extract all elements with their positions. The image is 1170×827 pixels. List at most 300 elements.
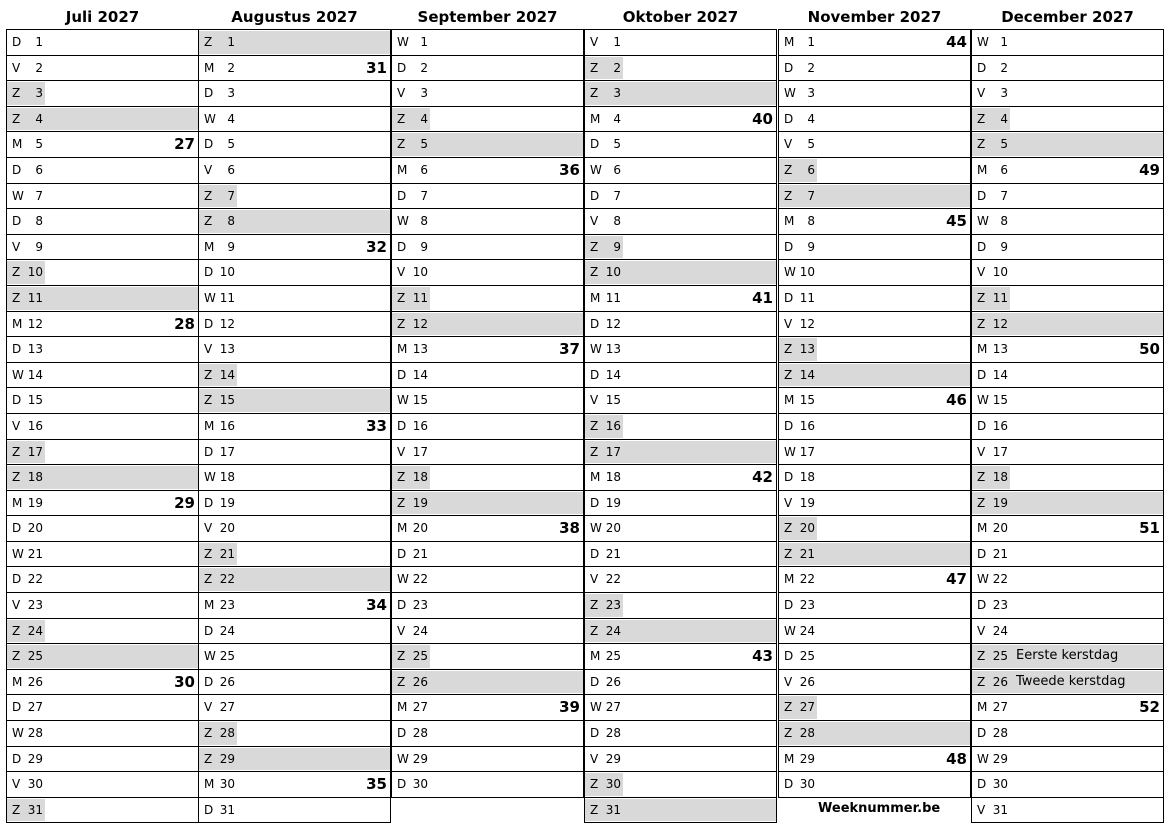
weekday-letter: D: [204, 86, 214, 101]
day-number: 17: [799, 444, 815, 459]
day-number: 30: [219, 777, 235, 792]
weekday-letter: D: [977, 188, 987, 203]
day-row: [7, 670, 198, 696]
week-number: 48: [946, 749, 967, 768]
day-number: 30: [799, 777, 815, 792]
day-number: 2: [613, 60, 621, 75]
day-row: [585, 747, 776, 773]
day-number: 8: [227, 214, 235, 229]
day-number: 23: [27, 598, 43, 613]
day-row: [779, 695, 970, 721]
day-list: [584, 29, 777, 823]
day-number: 24: [219, 623, 235, 638]
day-number: 18: [992, 470, 1008, 485]
day-list: [6, 29, 199, 823]
weekday-letter: Z: [784, 726, 793, 741]
day-row: [199, 798, 390, 824]
day-number: 30: [992, 777, 1008, 792]
weekday-letter: D: [397, 546, 407, 561]
day-row: [779, 184, 970, 210]
day-number: 2: [807, 60, 815, 75]
weekday-letter: V: [977, 444, 986, 459]
day-number: 28: [992, 726, 1008, 741]
day-number: 17: [605, 444, 621, 459]
day-row: [779, 235, 970, 261]
weekday-letter: D: [204, 137, 214, 152]
day-number: 2: [227, 60, 235, 75]
day-row: [972, 670, 1163, 696]
weekday-letter: Z: [204, 572, 213, 587]
weekday-letter: W: [204, 470, 216, 485]
weekday-letter: W: [397, 393, 409, 408]
day-row: [779, 670, 970, 696]
day-number: 12: [992, 316, 1008, 331]
weekday-letter: D: [977, 726, 987, 741]
weekday-letter: Z: [12, 111, 21, 126]
day-row: [392, 260, 583, 286]
day-number: 28: [412, 726, 428, 741]
day-number: 24: [992, 623, 1008, 638]
day-row: [972, 465, 1163, 491]
day-number: 11: [219, 290, 235, 305]
day-number: 25: [992, 649, 1008, 664]
weekday-letter: W: [12, 188, 24, 203]
weekday-letter: Z: [397, 649, 406, 664]
day-row: [972, 363, 1163, 389]
weekday-letter: W: [204, 649, 216, 664]
weekday-letter: W: [397, 35, 409, 49]
day-row: [392, 465, 583, 491]
week-number: 37: [559, 340, 580, 359]
weekday-letter: D: [590, 137, 600, 152]
weekday-letter: D: [397, 418, 407, 433]
weekday-letter: V: [397, 444, 406, 459]
day-row: [779, 593, 970, 619]
weekday-letter: V: [784, 674, 793, 689]
week-number: 28: [174, 314, 195, 333]
day-number: 9: [420, 239, 428, 254]
day-number: 15: [605, 393, 621, 408]
weekday-letter: D: [784, 418, 794, 433]
weekday-letter: Z: [977, 316, 986, 331]
weekday-letter: Z: [397, 111, 406, 126]
day-number: 1: [35, 35, 43, 49]
day-number: 7: [613, 188, 621, 203]
day-row: [199, 132, 390, 158]
day-number: 29: [605, 751, 621, 766]
day-number: 9: [807, 239, 815, 254]
day-number: 9: [613, 239, 621, 254]
day-number: 15: [799, 393, 815, 408]
day-row: [7, 747, 198, 773]
weekday-letter: V: [977, 623, 986, 638]
day-number: 3: [420, 86, 428, 101]
day-row: [972, 132, 1163, 158]
day-row: [972, 312, 1163, 338]
day-number: 22: [219, 572, 235, 587]
day-number: 6: [807, 162, 815, 177]
weekday-letter: D: [590, 188, 600, 203]
day-number: 5: [613, 137, 621, 152]
day-row: [392, 516, 583, 542]
day-number: 19: [992, 495, 1008, 510]
day-row: [7, 721, 198, 747]
weekday-letter: Z: [12, 623, 21, 638]
day-row: [972, 593, 1163, 619]
weekday-letter: M: [590, 111, 601, 126]
weekday-letter: Z: [784, 700, 793, 715]
day-number: 14: [605, 367, 621, 382]
day-number: 14: [219, 367, 235, 382]
day-row: [7, 593, 198, 619]
day-number: 20: [412, 521, 428, 536]
day-row: [392, 312, 583, 338]
day-number: 28: [605, 726, 621, 741]
day-number: 29: [799, 751, 815, 766]
day-number: 28: [27, 726, 43, 741]
weekday-letter: M: [590, 290, 601, 305]
day-number: 14: [27, 367, 43, 382]
weekday-letter: V: [590, 393, 599, 408]
week-number: 42: [752, 468, 773, 487]
weekday-letter: M: [784, 35, 795, 49]
day-row: [779, 440, 970, 466]
day-number: 31: [219, 802, 235, 817]
weekday-letter: W: [204, 290, 216, 305]
weekday-letter: W: [977, 572, 989, 587]
day-row: [585, 363, 776, 389]
day-number: 4: [1000, 111, 1008, 126]
day-number: 17: [27, 444, 43, 459]
day-row: [585, 209, 776, 235]
day-row: [585, 337, 776, 363]
day-row: [972, 721, 1163, 747]
day-row: [392, 440, 583, 466]
weekday-letter: W: [12, 367, 24, 382]
weekday-letter: Z: [590, 86, 599, 101]
month-title: Augustus 2027: [231, 8, 358, 26]
day-number: 13: [799, 342, 815, 357]
day-row: [7, 184, 198, 210]
site-brand: Weeknummer.be: [818, 801, 941, 816]
weekday-letter: Z: [204, 751, 213, 766]
weekday-letter: D: [590, 674, 600, 689]
day-row: [7, 337, 198, 363]
weekday-letter: D: [204, 495, 214, 510]
day-number: 16: [799, 418, 815, 433]
day-row: [7, 388, 198, 414]
day-number: 11: [605, 290, 621, 305]
day-row: [7, 81, 198, 107]
weekday-letter: Z: [204, 214, 213, 229]
day-row: [585, 235, 776, 261]
weekday-letter: Z: [397, 470, 406, 485]
day-row: [392, 542, 583, 568]
weekday-letter: Z: [397, 674, 406, 689]
day-row: [7, 286, 198, 312]
weekday-letter: V: [977, 802, 986, 817]
day-row: [972, 798, 1163, 824]
weekday-letter: D: [784, 60, 794, 75]
day-number: 21: [799, 546, 815, 561]
day-row: [392, 30, 583, 56]
day-row: [779, 516, 970, 542]
weekday-letter: Z: [977, 495, 986, 510]
week-number: 41: [752, 288, 773, 307]
day-number: 24: [27, 623, 43, 638]
day-row: [585, 440, 776, 466]
weekday-letter: Z: [397, 495, 406, 510]
weekday-letter: M: [397, 342, 408, 357]
weekday-letter: Z: [590, 623, 599, 638]
day-number: 3: [227, 86, 235, 101]
day-row: [7, 516, 198, 542]
weekday-letter: D: [590, 316, 600, 331]
weekday-letter: V: [590, 572, 599, 587]
weekday-letter: D: [977, 598, 987, 613]
day-row: [392, 132, 583, 158]
weekday-letter: Z: [204, 367, 213, 382]
weekday-letter: W: [204, 111, 216, 126]
day-number: 25: [799, 649, 815, 664]
weekday-letter: V: [204, 162, 213, 177]
day-number: 10: [412, 265, 428, 280]
day-row: [7, 695, 198, 721]
day-row: [779, 260, 970, 286]
day-number: 29: [219, 751, 235, 766]
day-number: 26: [992, 674, 1008, 689]
day-number: 20: [219, 521, 235, 536]
day-row: [585, 593, 776, 619]
weekday-letter: D: [397, 60, 407, 75]
day-row: [585, 388, 776, 414]
day-number: 6: [1000, 162, 1008, 177]
day-row: [392, 337, 583, 363]
week-number: 51: [1139, 519, 1160, 538]
weekday-letter: Z: [784, 188, 793, 203]
day-row: [199, 363, 390, 389]
day-row: [199, 30, 390, 56]
day-number: 6: [613, 162, 621, 177]
day-row: [7, 30, 198, 56]
weekday-letter: D: [12, 35, 22, 49]
day-row: [199, 388, 390, 414]
day-row: [972, 619, 1163, 645]
weekday-letter: V: [397, 623, 406, 638]
weekday-letter: W: [397, 214, 409, 229]
weekday-letter: M: [204, 418, 215, 433]
weekday-letter: D: [397, 188, 407, 203]
day-row: [972, 695, 1163, 721]
weekday-letter: D: [784, 111, 794, 126]
weekday-letter: D: [397, 726, 407, 741]
day-row: [585, 798, 776, 824]
week-number: 38: [559, 519, 580, 538]
day-number: 6: [420, 162, 428, 177]
day-number: 13: [27, 342, 43, 357]
day-row: [585, 670, 776, 696]
day-number: 26: [219, 674, 235, 689]
day-row: [7, 772, 198, 798]
day-number: 17: [992, 444, 1008, 459]
weekday-letter: V: [590, 214, 599, 229]
week-number: 31: [366, 58, 387, 77]
day-row: [585, 491, 776, 517]
day-number: 6: [227, 162, 235, 177]
day-number: 27: [799, 700, 815, 715]
day-row: [392, 721, 583, 747]
weekday-letter: D: [12, 162, 22, 177]
day-number: 10: [219, 265, 235, 280]
day-row: [392, 388, 583, 414]
weekday-letter: M: [204, 777, 215, 792]
weekday-letter: D: [977, 777, 987, 792]
day-number: 16: [412, 418, 428, 433]
day-number: 10: [799, 265, 815, 280]
weekday-letter: W: [590, 342, 602, 357]
day-row: [7, 235, 198, 261]
week-number: 44: [946, 33, 967, 51]
week-number: 52: [1139, 698, 1160, 717]
day-number: 7: [35, 188, 43, 203]
weekday-letter: Z: [204, 188, 213, 203]
day-number: 31: [605, 802, 621, 817]
day-number: 22: [27, 572, 43, 587]
day-number: 5: [420, 137, 428, 152]
week-number: 34: [366, 596, 387, 615]
weekday-letter: W: [784, 623, 796, 638]
day-row: [392, 184, 583, 210]
day-row: [779, 491, 970, 517]
weekday-letter: Z: [590, 418, 599, 433]
weekday-letter: W: [590, 162, 602, 177]
weekday-letter: Z: [977, 111, 986, 126]
weekday-letter: W: [590, 521, 602, 536]
day-number: 14: [799, 367, 815, 382]
day-row: [199, 107, 390, 133]
week-number: 35: [366, 775, 387, 794]
weekday-letter: D: [590, 367, 600, 382]
day-number: 15: [27, 393, 43, 408]
day-number: 7: [227, 188, 235, 203]
day-row: [779, 644, 970, 670]
day-row: [972, 286, 1163, 312]
day-row: [972, 337, 1163, 363]
weekday-letter: M: [12, 495, 23, 510]
weekday-letter: D: [204, 623, 214, 638]
day-row: [7, 619, 198, 645]
day-number: 3: [807, 86, 815, 101]
day-list: [198, 29, 391, 823]
day-number: 7: [1000, 188, 1008, 203]
day-row: [585, 619, 776, 645]
day-number: 26: [799, 674, 815, 689]
day-row: [7, 465, 198, 491]
weekday-letter: Z: [12, 290, 21, 305]
day-row: [972, 260, 1163, 286]
weekday-letter: Z: [204, 35, 213, 49]
day-row: [199, 542, 390, 568]
weekday-letter: V: [12, 60, 21, 75]
weekday-letter: W: [12, 546, 24, 561]
weekday-letter: Z: [12, 470, 21, 485]
day-number: 15: [412, 393, 428, 408]
month-title: Oktober 2027: [622, 8, 739, 26]
day-row: [7, 644, 198, 670]
day-row: [7, 158, 198, 184]
day-row: [199, 209, 390, 235]
weekday-letter: D: [204, 444, 214, 459]
weekday-letter: Z: [784, 546, 793, 561]
weekday-letter: V: [12, 239, 21, 254]
holiday-label: Tweede kerstdag: [1016, 673, 1126, 689]
weekday-letter: V: [977, 265, 986, 280]
day-number: 5: [35, 137, 43, 152]
day-number: 1: [227, 35, 235, 49]
day-row: [392, 619, 583, 645]
day-row: [779, 132, 970, 158]
day-row: [972, 388, 1163, 414]
day-row: [972, 235, 1163, 261]
day-number: 4: [35, 111, 43, 126]
day-row: [972, 772, 1163, 798]
day-row: [392, 414, 583, 440]
week-number: 46: [946, 391, 967, 410]
day-number: 20: [27, 521, 43, 536]
day-number: 22: [605, 572, 621, 587]
day-row: [972, 491, 1163, 517]
weekday-letter: M: [784, 393, 795, 408]
day-number: 19: [605, 495, 621, 510]
day-number: 6: [35, 162, 43, 177]
day-number: 18: [412, 470, 428, 485]
day-number: 26: [605, 674, 621, 689]
day-number: 15: [992, 393, 1008, 408]
weekday-letter: Z: [590, 802, 599, 817]
day-row: [199, 567, 390, 593]
weekday-letter: M: [12, 316, 23, 331]
day-row: [585, 312, 776, 338]
weekday-letter: Z: [590, 60, 599, 75]
holiday-label: Eerste kerstdag: [1016, 648, 1119, 664]
week-number: 27: [174, 135, 195, 154]
day-number: 9: [1000, 239, 1008, 254]
day-row: [392, 695, 583, 721]
day-row: [779, 158, 970, 184]
day-row: [585, 465, 776, 491]
weekday-letter: V: [977, 86, 986, 101]
day-number: 5: [1000, 137, 1008, 152]
weekday-letter: D: [784, 777, 794, 792]
day-number: 3: [35, 86, 43, 101]
week-number: 39: [559, 698, 580, 717]
day-number: 13: [219, 342, 235, 357]
day-row: [199, 491, 390, 517]
weekday-letter: D: [12, 751, 22, 766]
weekday-letter: Z: [784, 367, 793, 382]
weekday-letter: V: [784, 495, 793, 510]
month-title: September 2027: [417, 8, 558, 26]
weekday-letter: W: [397, 751, 409, 766]
weekday-letter: D: [977, 60, 987, 75]
weekday-letter: Z: [12, 265, 21, 280]
day-number: 31: [992, 802, 1008, 817]
weekday-letter: Z: [590, 598, 599, 613]
weekday-letter: Z: [977, 470, 986, 485]
day-row: [585, 414, 776, 440]
day-number: 22: [992, 572, 1008, 587]
day-number: 25: [219, 649, 235, 664]
